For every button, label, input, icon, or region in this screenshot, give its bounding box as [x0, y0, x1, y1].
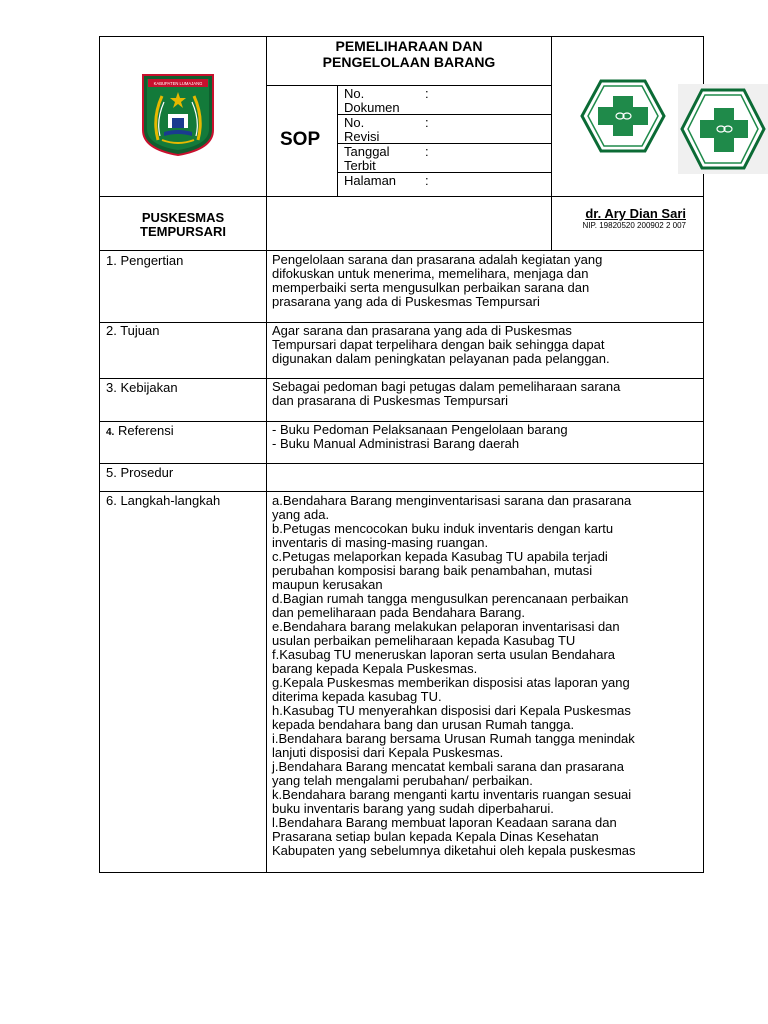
puskesmas-name-line-1: PUSKESMAS — [141, 210, 225, 225]
step-line: usulan perbaikan pemeliharaan kepada Kasubag TU — [272, 633, 576, 648]
step-line: dan pemeliharaan pada Bendahara Barang. — [272, 605, 525, 620]
section-label-tujuan: 2. Tujuan — [106, 323, 160, 338]
step-line: diterima kepada kasubag TU. — [272, 689, 442, 704]
field-colon-no-dokumen: : — [425, 86, 429, 101]
step-line: yang ada. — [272, 507, 330, 522]
puskesmas-logo-icon — [580, 79, 666, 153]
field-label-no-revisi-1: No. — [344, 115, 365, 130]
step-line: lanjuti disposisi dari Kepala Puskesmas. — [272, 745, 504, 760]
content-line: Tempursari dapat terpelihara dengan baik sehingga dapat — [272, 337, 605, 352]
content-line: Agar sarana dan prasarana yang ada di Puskesmas — [272, 323, 572, 338]
crest-banner-text: KABUPATEN LUMAJANG — [153, 81, 203, 86]
step-line: kepada bendahara bang dan urusan Rumah tangga. — [272, 717, 575, 732]
section-divider-4 — [99, 463, 704, 464]
document-title-line-2: PENGELOLAAN BARANG — [322, 54, 496, 70]
section-label-pengertian: 1. Pengertian — [106, 253, 184, 268]
step-line: maupun kerusakan — [272, 577, 383, 592]
content-line: Pengelolaan sarana dan prasarana adalah kegiatan yang — [272, 252, 603, 267]
field-label-no-dokumen-2: Dokumen — [344, 100, 400, 115]
content-line: digunakan dalam peningkatan pelayanan pada pelanggan. — [272, 351, 610, 366]
step-line: e.Bendahara barang melakukan pelaporan inventarisasi dan — [272, 619, 620, 634]
step-line: j.Bendahara Barang mencatat kembali sarana dan prasarana — [272, 759, 624, 774]
content-line: difokuskan untuk menerima, memelihara, menjaga dan — [272, 266, 589, 281]
signature-block — [582, 206, 686, 230]
step-line: buku inventaris barang yang sudah diperbaharui. — [272, 801, 554, 816]
section-content-pengertian — [272, 253, 697, 309]
header-bottom-divider — [99, 196, 704, 197]
field-label-halaman: Halaman — [344, 173, 397, 188]
section-content-tujuan — [272, 324, 697, 366]
signer-name: dr. Ary Dian Sari — [585, 206, 686, 221]
step-line: a.Bendahara Barang menginventarisasi sarana dan prasarana — [272, 493, 632, 508]
content-line: Sebagai pedoman bagi petugas dalam pemeliharaan sarana — [272, 379, 621, 394]
step-line: g.Kepala Puskesmas memberikan disposisi atas laporan yang — [272, 675, 630, 690]
section-number: 4. — [106, 427, 115, 438]
section-content-langkah — [272, 494, 697, 858]
puskesmas-logo-icon — [678, 84, 768, 174]
content-line: prasarana yang ada di Puskesmas Tempursari — [272, 294, 540, 309]
content-line: dan prasarana di Puskesmas Tempursari — [272, 393, 509, 408]
org-row-divider — [99, 250, 704, 251]
field-label-tanggal-terbit-2: Terbit — [344, 158, 376, 173]
content-line: - Buku Manual Administrasi Barang daerah — [272, 436, 520, 451]
step-line: f.Kasubag TU meneruskan laporan serta usulan Bendahara — [272, 647, 616, 662]
step-line: Prasarana setiap bulan kepada Kepala Dinas Kesehatan — [272, 829, 599, 844]
field-colon-halaman: : — [425, 173, 429, 188]
section-content-kebijakan — [272, 380, 697, 408]
title-divider — [266, 85, 551, 86]
step-line: inventaris di masing-masing ruangan. — [272, 535, 489, 550]
section-divider-5 — [99, 491, 704, 492]
logo-column-divider — [551, 36, 552, 250]
field-colon-no-revisi: : — [425, 115, 429, 130]
step-line: i.Bendahara barang bersama Urusan Rumah tangga menindak — [272, 731, 635, 746]
field-label-no-revisi-2: Revisi — [344, 129, 380, 144]
field-colon-tanggal-terbit: : — [425, 144, 429, 159]
step-line: perubahan komposisi barang baik penambahan, mutasi — [272, 563, 593, 578]
step-line: d.Bagian rumah tangga mengusulkan perencanaan perbaikan — [272, 591, 629, 606]
step-line: c.Petugas melaporkan kepada Kasubag TU apabila terjadi — [272, 549, 608, 564]
document-title-line-1: PEMELIHARAAN DAN — [335, 38, 483, 54]
section-label-prosedur: 5. Prosedur — [106, 465, 174, 480]
step-line: b.Petugas mencocokan buku induk inventaris dengan kartu — [272, 521, 614, 536]
step-line: Kabupaten yang sebelumnya diketahui oleh kepala puskesmas — [272, 843, 636, 858]
sop-label: SOP — [280, 129, 321, 150]
section-label-langkah: 6. Langkah-langkah — [106, 493, 221, 508]
lumajang-crest-icon — [138, 70, 218, 156]
section-label-kebijakan: 3. Kebijakan — [106, 380, 178, 395]
step-line: k.Bendahara barang menganti kartu inventaris ruangan sesuai — [272, 787, 632, 802]
signer-nip: NIP. 19820520 200902 2 007 — [582, 221, 686, 230]
sop-field-divider — [337, 85, 338, 196]
section-content-referensi — [272, 423, 697, 451]
step-line: l.Bendahara Barang membuat laporan Keadaan sarana dan — [272, 815, 617, 830]
field-label-no-dokumen-1: No. — [344, 86, 365, 101]
step-line: barang kepada Kepala Puskesmas. — [272, 661, 478, 676]
section-label-text: Referensi — [114, 423, 174, 438]
section-label-referensi — [106, 424, 174, 440]
step-line: yang telah mengalami perubahan/ perbaikan. — [272, 773, 533, 788]
label-column-divider — [266, 36, 267, 873]
step-line: h.Kasubag TU menyerahkan disposisi dari Kepala Puskesmas — [272, 703, 631, 718]
puskesmas-name-line-2: TEMPURSARI — [140, 224, 226, 239]
field-label-tanggal-terbit-1: Tanggal — [344, 144, 390, 159]
content-line: memperbaiki serta mengusulkan perbaikan sarana dan — [272, 280, 590, 295]
content-line: - Buku Pedoman Pelaksanaan Pengelolaan barang — [272, 422, 568, 437]
